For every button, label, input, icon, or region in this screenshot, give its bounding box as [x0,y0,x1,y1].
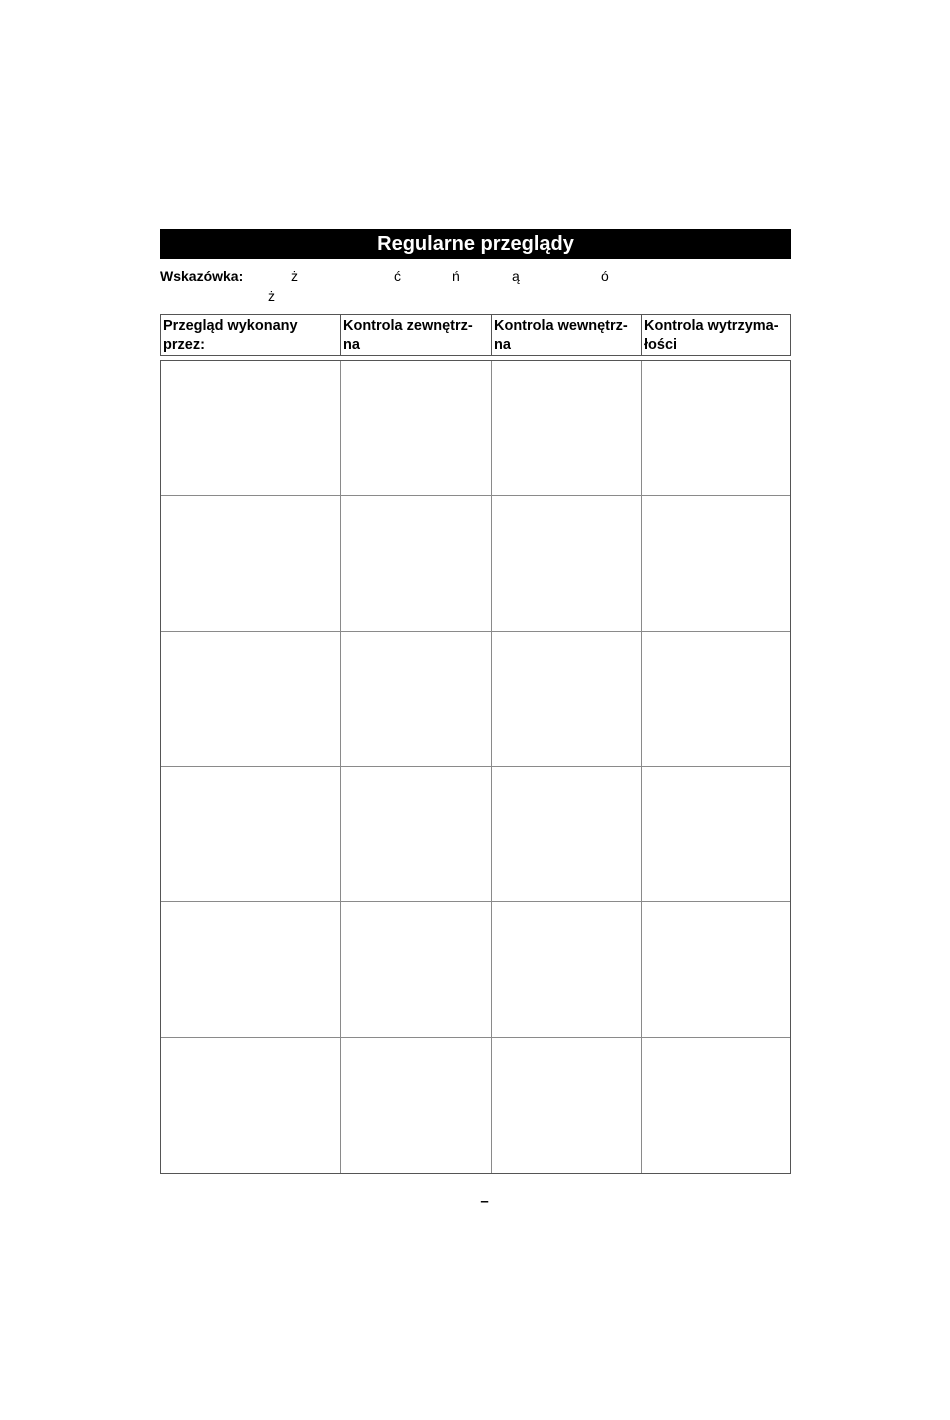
table-cell[interactable] [161,361,341,496]
hint-glyph: ż [268,288,275,304]
table-cell[interactable] [341,361,492,496]
hint-glyph: ó [601,268,609,284]
table-cell[interactable] [341,902,492,1037]
hint-label: Wskazówka: [160,268,244,284]
table-cell[interactable] [642,767,790,902]
hint-glyph: ż [291,268,298,284]
table-cell[interactable] [642,496,790,631]
hint-glyph: ń [452,268,460,284]
page-title: Regularne przeglądy [160,229,791,259]
table-cell[interactable] [161,496,341,631]
inspection-table-body [160,360,791,1174]
column-header-strength-check: Kontrola wytrzyma- łości [644,318,779,353]
table-cell[interactable] [341,1038,492,1173]
table-cell[interactable] [492,361,642,496]
table-cell[interactable] [642,361,790,496]
table-cell[interactable] [492,632,642,767]
table-cell[interactable] [492,1038,642,1173]
table-cell[interactable] [492,767,642,902]
inspection-table-header [160,314,791,356]
table-cell[interactable] [161,632,341,767]
table-cell[interactable] [341,767,492,902]
table-cell[interactable] [642,902,790,1037]
table-cell[interactable] [341,496,492,631]
table-cell[interactable] [161,1038,341,1173]
table-cell[interactable] [642,1038,790,1173]
table-cell[interactable] [161,902,341,1037]
table-cell[interactable] [341,632,492,767]
hint-note [160,268,791,308]
table-cell[interactable] [492,496,642,631]
page-number: – [480,1193,489,1210]
table-cell[interactable] [161,767,341,902]
table-cell[interactable] [492,902,642,1037]
table-cell[interactable] [642,632,790,767]
hint-glyph: ą [512,268,520,284]
column-header-inspected-by: Przegląd wykonany przez: [161,315,341,355]
column-header-external-check: Kontrola zewnętrz- na [341,315,492,355]
hint-glyph: ć [394,268,401,284]
column-header-internal-check: Kontrola wewnętrz- na [492,315,642,355]
